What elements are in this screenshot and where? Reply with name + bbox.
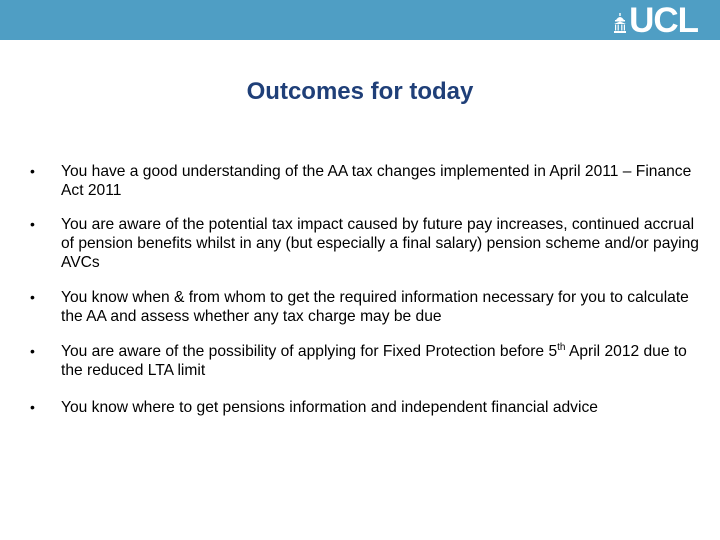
bullet-text: [61, 343, 687, 379]
bullet-dot-icon: •: [30, 163, 35, 179]
bullet-text: You have a good understanding of the AA tax changes implemented in April 2011 – Finance Act 2011: [61, 163, 692, 199]
bullet-text: You know when & from whom to get the required information necessary for you to calculate the AA and assess whether any tax charge may be due: [61, 289, 689, 325]
ucl-logo-text: UCL: [629, 1, 698, 40]
bullet-item-pensions-advice: [30, 398, 700, 417]
bullet-list: [30, 162, 700, 432]
bullet-item-aa-tax-changes: [30, 162, 700, 200]
bullet-superscript: th: [557, 341, 566, 353]
bullet-text: You are aware of the potential tax impact caused by future pay increases, continued accrual of pension benefits whilst in any (but especially a final salary) pension scheme and/or paying AVCs: [61, 216, 699, 271]
ucl-portico-icon: [613, 13, 627, 33]
bullet-text: You know where to get pensions information and independent financial advice: [61, 399, 598, 416]
header-band: [0, 0, 720, 40]
bullet-item-fixed-protection: [30, 342, 700, 380]
bullet-dot-icon: •: [30, 216, 35, 232]
bullet-text-before: You are aware of the possibility of applying for Fixed Protection before 5: [61, 343, 558, 360]
bullet-dot-icon: •: [30, 343, 35, 359]
slide-title: Outcomes for today: [246, 78, 474, 105]
bullet-dot-icon: •: [30, 289, 35, 305]
bullet-text-after: April 2012 due to the reduced LTA limit: [61, 343, 687, 379]
ucl-logo: [613, 3, 698, 39]
bullet-item-potential-tax-impact: [30, 215, 700, 272]
bullet-dot-icon: •: [30, 399, 35, 415]
bullet-item-required-information: [30, 288, 700, 326]
